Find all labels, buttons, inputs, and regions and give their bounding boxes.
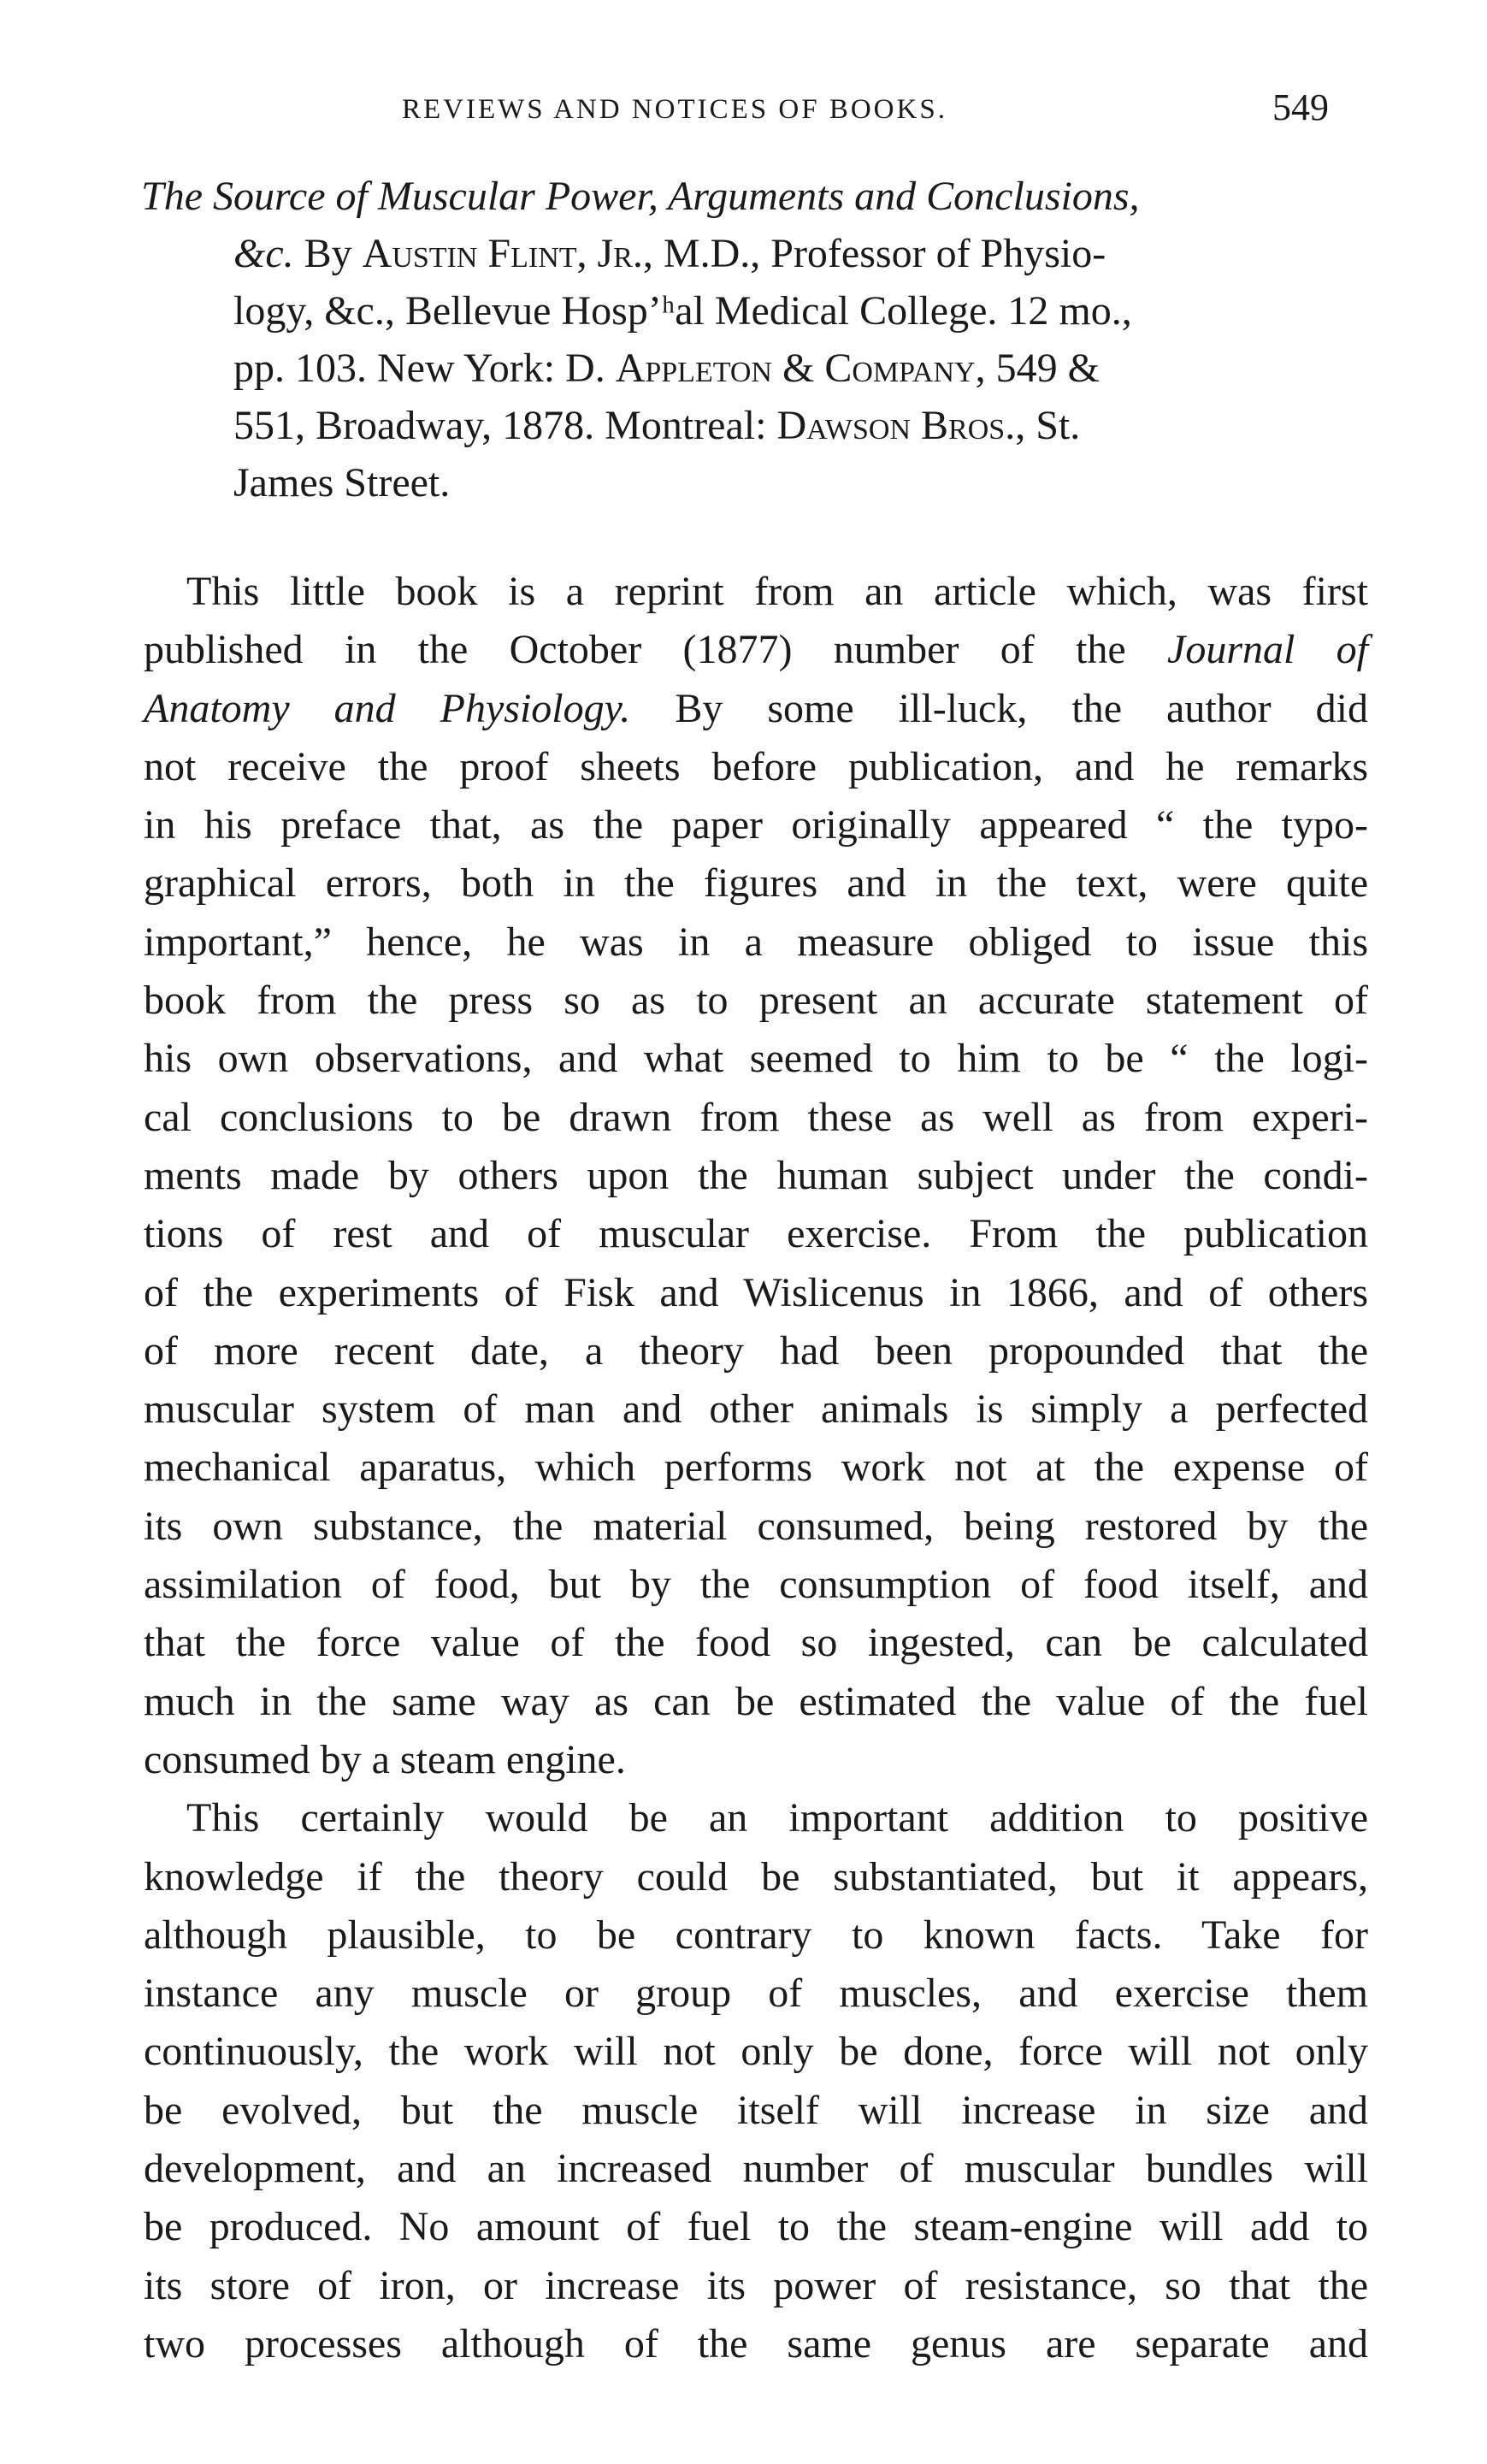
publisher-address: , St. [1015, 403, 1081, 448]
text-line: graphical errors, both in the figures and in the text, were quite [144, 860, 1368, 907]
text-line: important,” hence, he was in a measure obliged to issue this [144, 919, 1368, 965]
citation-line: James Street. [233, 460, 451, 505]
text-line: assimilation of food, but by the consumption of food itself, and [144, 1562, 1368, 1608]
text-line: not receive the proof sheets before publication, and he remarks [144, 743, 1368, 789]
text-line: be evolved, but the muscle itself will increase in size and [144, 2087, 1368, 2133]
publisher-name: Appleton & Company [615, 346, 976, 391]
citation-line [141, 397, 1372, 454]
review-body [144, 563, 1368, 2373]
text-line [144, 680, 1368, 738]
text-line: mechanical aparatus, which performs work not at the expense of [144, 1445, 1368, 1491]
text-run: By some ill-luck, the author did [675, 685, 1368, 731]
running-title: REVIEWS AND NOTICES OF BOOKS. [402, 94, 947, 125]
text-line: instance any muscle or group of muscles, and exercise them [144, 1971, 1368, 2017]
author-credentials: , M.D., Professor of Physio- [642, 231, 1106, 276]
text-line: development, and an increased number of muscular bundles will [144, 2146, 1368, 2192]
paragraph [144, 563, 1368, 1789]
text-line: two processes although of the same genus are separate and [144, 2320, 1368, 2367]
book-citation [141, 168, 1372, 511]
text-line [144, 621, 1368, 679]
text-line: in his preface that, as the paper originally appeared “ the typo- [144, 802, 1368, 848]
text-line: his own observations, and what seemed to him to be “ the logi- [144, 1036, 1368, 1082]
text-line: be produced. No amount of fuel to the steam-engine will add to [144, 2204, 1368, 2250]
text-line: knowledge if the theory could be substantiated, but it appears, [144, 1853, 1368, 1900]
book-title-cont: &c. [233, 231, 294, 276]
text-line: of the experiments of Fisk and Wislicenus in 1866, and of others [144, 1269, 1368, 1315]
publisher-address: , 549 & [975, 346, 1100, 391]
text-line: cal conclusions to be drawn from these as well as from experi- [144, 1094, 1368, 1140]
text-line: its own substance, the material consumed, being restored by the [144, 1503, 1368, 1549]
citation-line: logy, &c., Bellevue Hospʼʰal Medical College. 12 mo., [233, 288, 1132, 334]
author-name: Austin Flint, Jr. [362, 231, 643, 276]
citation-by: By [304, 231, 352, 276]
text-line: although plausible, to be contrary to known facts. Take for [144, 1912, 1368, 1958]
journal-title: Journal of [1167, 627, 1369, 673]
text-line: This little book is a reprint from an article which, was first [186, 569, 1368, 614]
text-line: book from the press so as to present an accurate statement of [144, 978, 1368, 1024]
text-line: ments made by others upon the human subject under the condi- [144, 1152, 1368, 1198]
page-number: 549 [1272, 86, 1329, 128]
citation-line [141, 225, 1372, 282]
text-line: This certainly would be an important addition to positive [186, 1795, 1368, 1841]
book-title: The Source of Muscular Power, Arguments and Conclusions, [141, 174, 1140, 219]
paragraph [144, 1789, 1368, 2373]
text-line: much in the same way as can be estimated the value of the fuel [144, 1678, 1368, 1724]
text-line: consumed by a steam engine. [144, 1736, 626, 1782]
publisher-name-montreal: Dawson Bros. [776, 403, 1016, 448]
text-line: muscular system of man and other animals is simply a perfected [144, 1386, 1368, 1433]
text-line: its store of iron, or increase its power of resistance, so that the [144, 2262, 1368, 2308]
text-line: of more recent date, a theory had been propounded that the [144, 1327, 1368, 1374]
running-head [0, 86, 1487, 137]
citation-imprint: pp. 103. New York: D. [233, 346, 605, 391]
text-run: published in the October (1877) number of the [144, 627, 1126, 673]
journal-title: Anatomy and Physiology. [144, 685, 631, 731]
text-line: that the force value of the food so ingested, can be calculated [144, 1620, 1368, 1666]
text-line: tions of rest and of muscular exercise. From the publication [144, 1211, 1368, 1257]
citation-imprint: 551, Broadway, 1878. Montreal: [233, 403, 767, 448]
citation-title-line [141, 168, 1372, 225]
citation-line [141, 340, 1372, 397]
text-line: continuously, the work will not only be done, force will not only [144, 2029, 1368, 2075]
